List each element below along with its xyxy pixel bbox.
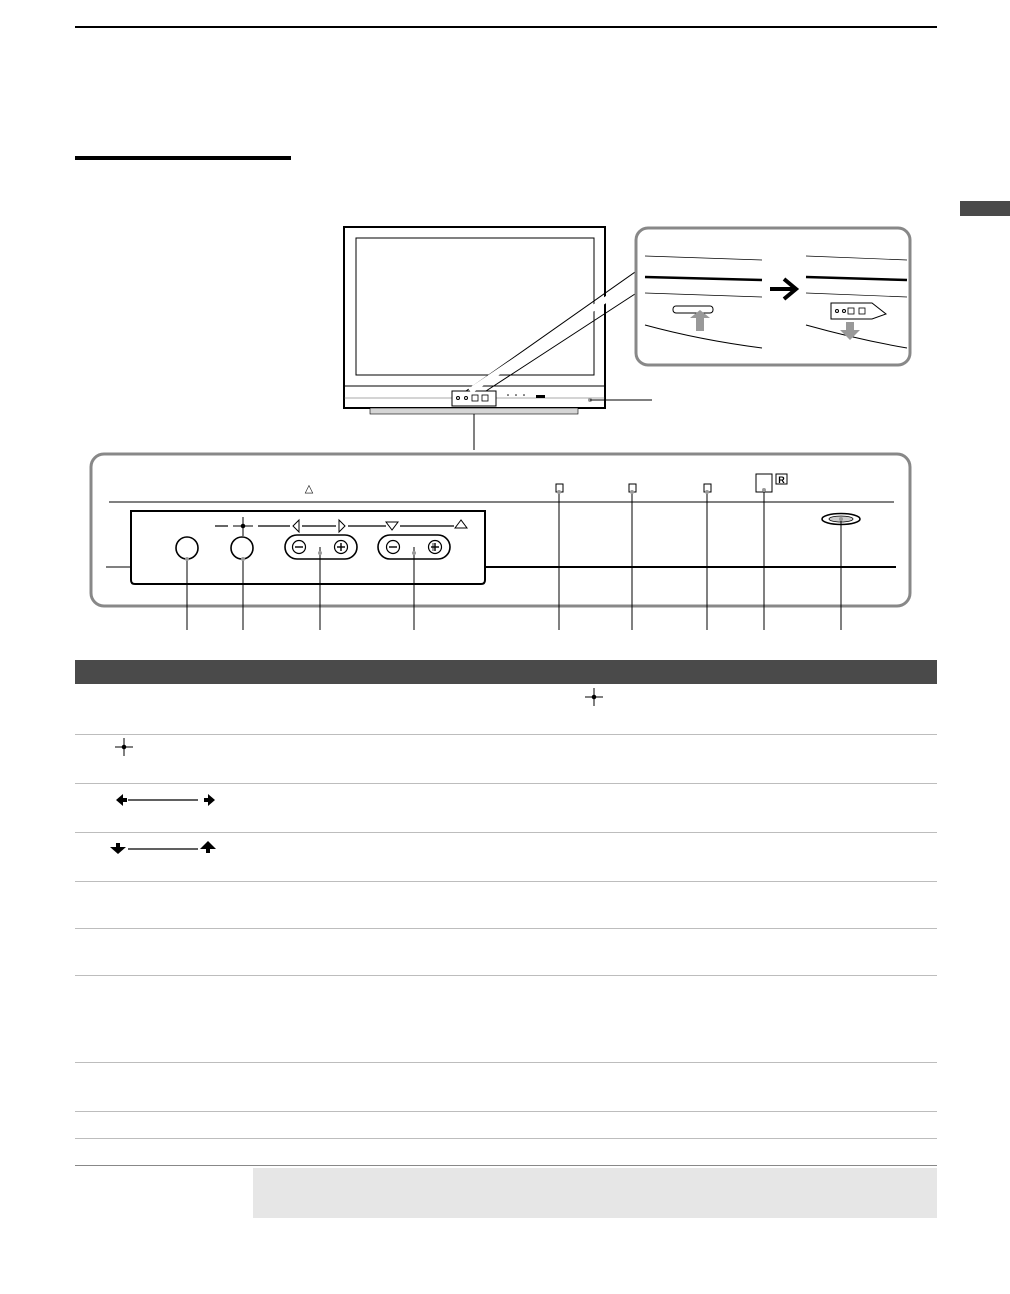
note-box xyxy=(253,1168,937,1218)
tv-set-illustration xyxy=(344,227,652,450)
front-panel-diagram xyxy=(0,0,1010,640)
table-row-divider xyxy=(75,881,937,882)
table-symbols xyxy=(0,680,1010,860)
table-bottom-rule xyxy=(75,1165,937,1166)
table-row-divider xyxy=(75,928,937,929)
door-open-inset xyxy=(636,228,910,365)
remote-sensor-symbol: R xyxy=(778,475,785,485)
left-right-arrows-icon xyxy=(116,794,215,806)
indicator-triangle-symbol: △ xyxy=(304,483,314,495)
round-button-2 xyxy=(231,537,253,559)
table-row-divider xyxy=(75,1111,937,1112)
joystick-symbol-icon xyxy=(115,738,133,756)
round-button-1 xyxy=(176,537,198,559)
table-row-divider xyxy=(75,975,937,976)
table-row-divider xyxy=(75,1138,937,1139)
control-panel-enlarged xyxy=(91,454,910,606)
table-row-divider xyxy=(75,1062,937,1063)
down-up-arrows-icon xyxy=(110,841,216,854)
joystick-symbol-icon xyxy=(585,688,603,706)
